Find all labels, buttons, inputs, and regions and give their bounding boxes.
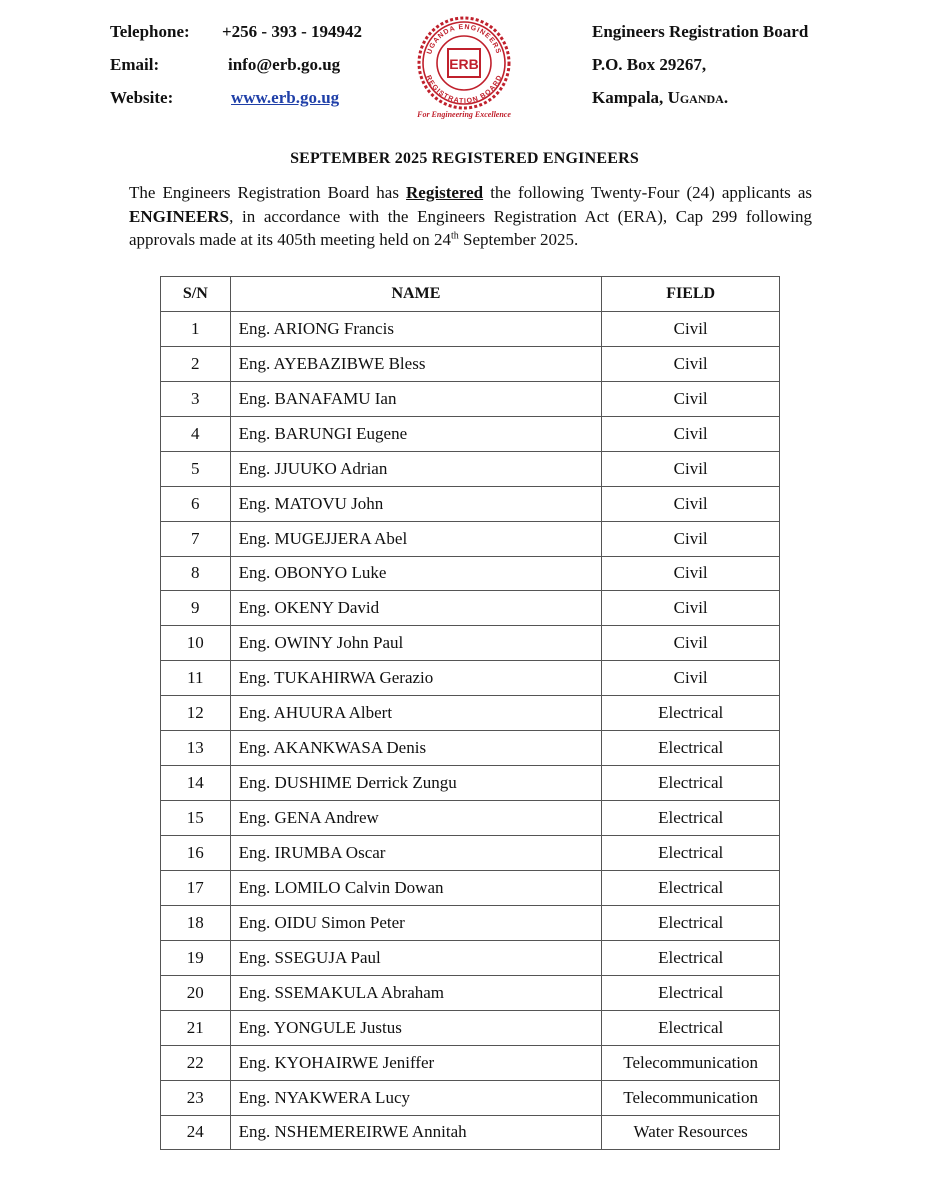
cell-field: Civil [602,556,780,591]
email-label: Email: [110,55,160,74]
postal-address [592,20,808,119]
cell-name: Eng. JJUUKO Adrian [230,451,602,486]
header-sn: S/N [161,277,231,312]
intro-part-2: the following Twenty-Four (24) applicants as [483,183,813,202]
table-row [161,766,780,801]
cell-field: Telecommunication [602,1080,780,1115]
intro-superscript: th [451,230,459,242]
intro-engineers: ENGINEERS [129,206,230,226]
po-box: P.O. Box 29267, [592,55,707,74]
telephone-row [110,20,390,53]
cell-sn: 22 [161,1045,231,1080]
cell-sn: 2 [161,346,231,381]
cell-field: Civil [602,381,780,416]
table-row [161,521,780,556]
table-row [161,1045,780,1080]
cell-field: Electrical [602,766,780,801]
cell-name: Eng. SSEGUJA Paul [230,940,602,975]
table-row [161,940,780,975]
cell-sn: 13 [161,731,231,766]
cell-name: Eng. NSHEMEREIRWE Annitah [230,1115,602,1150]
cell-sn: 21 [161,1010,231,1045]
contact-details [110,20,390,119]
table-row [161,731,780,766]
logo-tagline: For Engineering Excellence [417,110,511,119]
cell-sn: 19 [161,940,231,975]
erb-logo [408,16,520,126]
intro-part-4: September 2025. [458,230,579,249]
table-row [161,626,780,661]
cell-field: Electrical [602,731,780,766]
header-name: NAME [230,277,602,312]
cell-name: Eng. BARUNGI Eugene [230,416,602,451]
table-row [161,486,780,521]
cell-name: Eng. SSEMAKULA Abraham [230,975,602,1010]
cell-field: Civil [602,451,780,486]
table-row [161,381,780,416]
website-label: Website: [110,88,174,107]
cell-sn: 24 [161,1115,231,1150]
cell-field: Electrical [602,905,780,940]
cell-name: Eng. KYOHAIRWE Jeniffer [230,1045,602,1080]
cell-name: Eng. YONGULE Justus [230,1010,602,1045]
table-header-row [161,277,780,312]
letterhead [0,0,929,130]
cell-name: Eng. OWINY John Paul [230,626,602,661]
table-row [161,416,780,451]
table-row [161,870,780,905]
cell-sn: 14 [161,766,231,801]
table-row [161,346,780,381]
registered-engineers-table [160,276,780,1150]
cell-name: Eng. LOMILO Calvin Dowan [230,870,602,905]
erb-monogram: ERB [449,56,479,72]
document-title: SEPTEMBER 2025 REGISTERED ENGINEERS [290,150,639,167]
cell-name: Eng. DUSHIME Derrick Zungu [230,766,602,801]
website-row [110,86,390,119]
cell-sn: 4 [161,416,231,451]
cell-field: Civil [602,346,780,381]
table-row [161,661,780,696]
cell-sn: 20 [161,975,231,1010]
city-country [592,86,808,119]
cell-sn: 17 [161,870,231,905]
table-row [161,836,780,871]
erb-seal-icon [408,16,520,110]
cell-field: Electrical [602,940,780,975]
cell-sn: 15 [161,801,231,836]
cell-sn: 11 [161,661,231,696]
cell-sn: 5 [161,451,231,486]
cell-field: Electrical [602,836,780,871]
cell-name: Eng. IRUMBA Oscar [230,836,602,871]
cell-field: Electrical [602,696,780,731]
cell-name: Eng. OIDU Simon Peter [230,905,602,940]
cell-sn: 1 [161,311,231,346]
cell-field: Telecommunication [602,1045,780,1080]
table-row [161,1010,780,1045]
cell-name: Eng. OBONYO Luke [230,556,602,591]
email-row [110,53,390,86]
cell-sn: 10 [161,626,231,661]
cell-sn: 18 [161,905,231,940]
svg-text:REGISTRATION BOARD: REGISTRATION BOARD [424,74,504,106]
cell-name: Eng. AKANKWASA Denis [230,731,602,766]
table-row [161,1080,780,1115]
cell-sn: 7 [161,521,231,556]
intro-registered: Registered [406,183,484,202]
cell-field: Civil [602,661,780,696]
table-row [161,556,780,591]
website-link[interactable]: www.erb.go.ug [231,88,340,107]
cell-sn: 12 [161,696,231,731]
telephone-label: Telephone: [110,22,190,41]
cell-name: Eng. BANAFAMU Ian [230,381,602,416]
cell-name: Eng. AYEBAZIBWE Bless [230,346,602,381]
intro-part-1: The Engineers Registration Board has [129,183,407,202]
cell-sn: 3 [161,381,231,416]
table-row [161,801,780,836]
country: Uganda [667,88,724,107]
table-body [161,311,780,1150]
intro-part-3: , in accordance with the Engineers Registration Act (ERA), Cap 299 following approvals made at its 405th meeting held on 24 [129,206,812,249]
table-row [161,591,780,626]
cell-sn: 16 [161,836,231,871]
cell-field: Electrical [602,1010,780,1045]
cell-name: Eng. AHUURA Albert [230,696,602,731]
cell-name: Eng. OKENY David [230,591,602,626]
telephone-value: +256 - 393 - 194942 [222,22,363,41]
cell-name: Eng. NYAKWERA Lucy [230,1080,602,1115]
cell-sn: 6 [161,486,231,521]
cell-field: Civil [602,311,780,346]
intro-paragraph [129,181,812,252]
table-row [161,311,780,346]
cell-field: Civil [602,416,780,451]
cell-name: Eng. TUKAHIRWA Gerazio [230,661,602,696]
cell-sn: 23 [161,1080,231,1115]
cell-field: Electrical [602,870,780,905]
cell-name: Eng. MUGEJJERA Abel [230,521,602,556]
header-field: FIELD [602,277,780,312]
cell-field: Civil [602,486,780,521]
cell-name: Eng. GENA Andrew [230,801,602,836]
cell-field: Water Resources [602,1115,780,1150]
email-value: info@erb.go.ug [228,55,341,74]
city-suffix: . [723,88,729,107]
table-row [161,696,780,731]
cell-sn: 8 [161,556,231,591]
svg-text:UGANDA ENGINEERS: UGANDA ENGINEERS [426,23,502,56]
table-row [161,1115,780,1150]
cell-name: Eng. MATOVU John [230,486,602,521]
cell-name: Eng. ARIONG Francis [230,311,602,346]
cell-sn: 9 [161,591,231,626]
cell-field: Civil [602,521,780,556]
table-row [161,975,780,1010]
city: Kampala, [592,88,668,107]
table-row [161,905,780,940]
table-row [161,451,780,486]
cell-field: Civil [602,591,780,626]
cell-field: Civil [602,626,780,661]
org-name: Engineers Registration Board [592,22,809,41]
cell-field: Electrical [602,975,780,1010]
cell-field: Electrical [602,801,780,836]
